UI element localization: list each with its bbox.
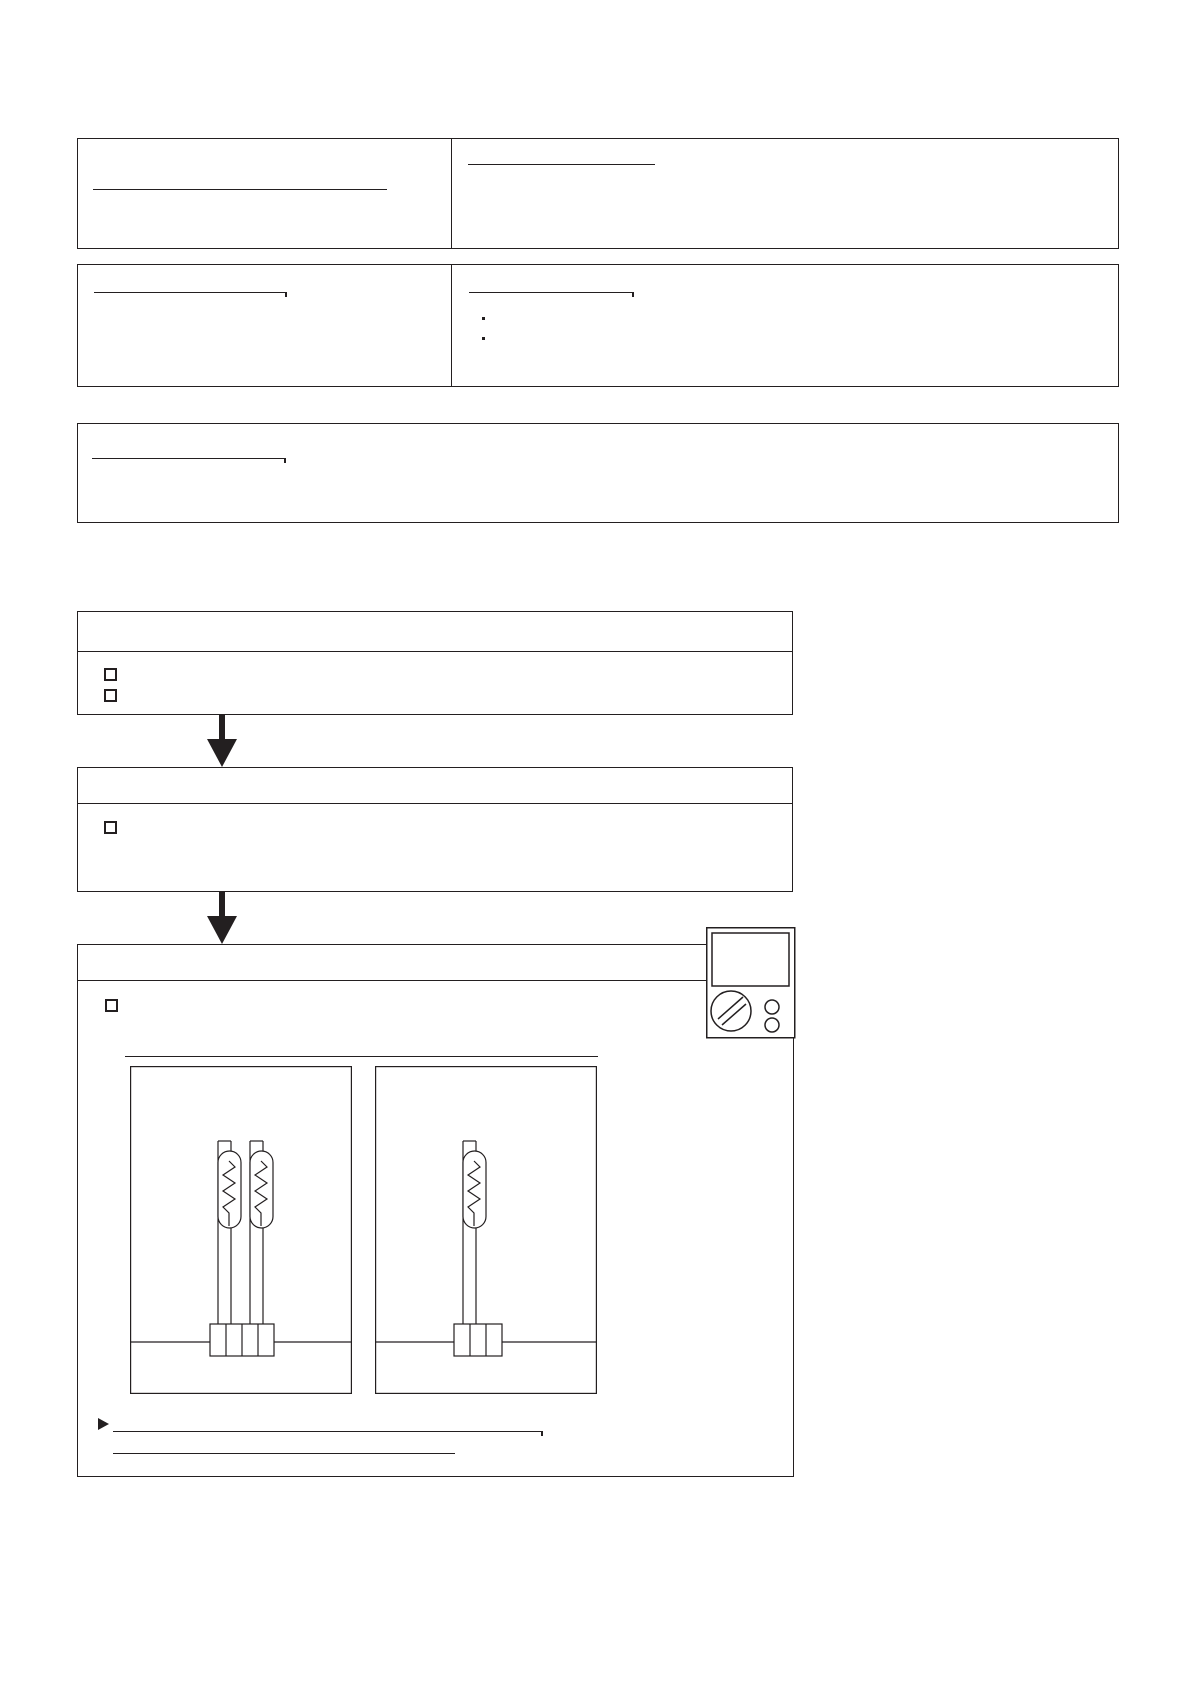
flow-step-1 bbox=[77, 611, 793, 715]
info-box-1 bbox=[77, 138, 1119, 249]
note-pointer-icon bbox=[98, 1418, 110, 1430]
flow-step-1-checkbox-1 bbox=[104, 668, 117, 681]
multimeter-icon bbox=[706, 927, 796, 1039]
info-box-3 bbox=[77, 423, 1119, 523]
flow-step-2 bbox=[77, 767, 793, 892]
info-box-3-heading bbox=[92, 458, 285, 459]
flow-step-3-checkbox-1 bbox=[105, 999, 118, 1012]
diagram-caption-rule bbox=[125, 1056, 598, 1057]
flow-step-2-header-rule bbox=[78, 803, 792, 804]
info-box-2-bullet-2 bbox=[482, 337, 485, 340]
thermistor-diagram-left bbox=[130, 1066, 352, 1394]
note-line-1 bbox=[113, 1431, 542, 1432]
thermistor-diagram-right bbox=[375, 1066, 597, 1394]
info-box-2-left-heading bbox=[94, 292, 286, 293]
flow-arrow-1 bbox=[206, 715, 238, 767]
info-box-1-right-heading bbox=[468, 164, 655, 165]
info-box-2-right-heading bbox=[469, 292, 633, 293]
flow-arrow-2 bbox=[206, 892, 238, 944]
info-box-2 bbox=[77, 264, 1119, 387]
info-box-2-divider bbox=[451, 264, 452, 387]
info-box-1-divider bbox=[451, 138, 452, 249]
flow-step-1-checkbox-2 bbox=[104, 689, 117, 702]
info-box-1-left-heading bbox=[93, 189, 387, 190]
flow-step-3-header-rule bbox=[78, 980, 793, 981]
flow-step-1-header-rule bbox=[78, 651, 792, 652]
info-box-2-bullet-1 bbox=[482, 317, 485, 320]
note-line-2 bbox=[113, 1453, 455, 1454]
flow-step-2-checkbox-1 bbox=[104, 821, 117, 834]
connector-3-pin bbox=[454, 1324, 502, 1356]
connector-4-pin bbox=[210, 1324, 274, 1356]
